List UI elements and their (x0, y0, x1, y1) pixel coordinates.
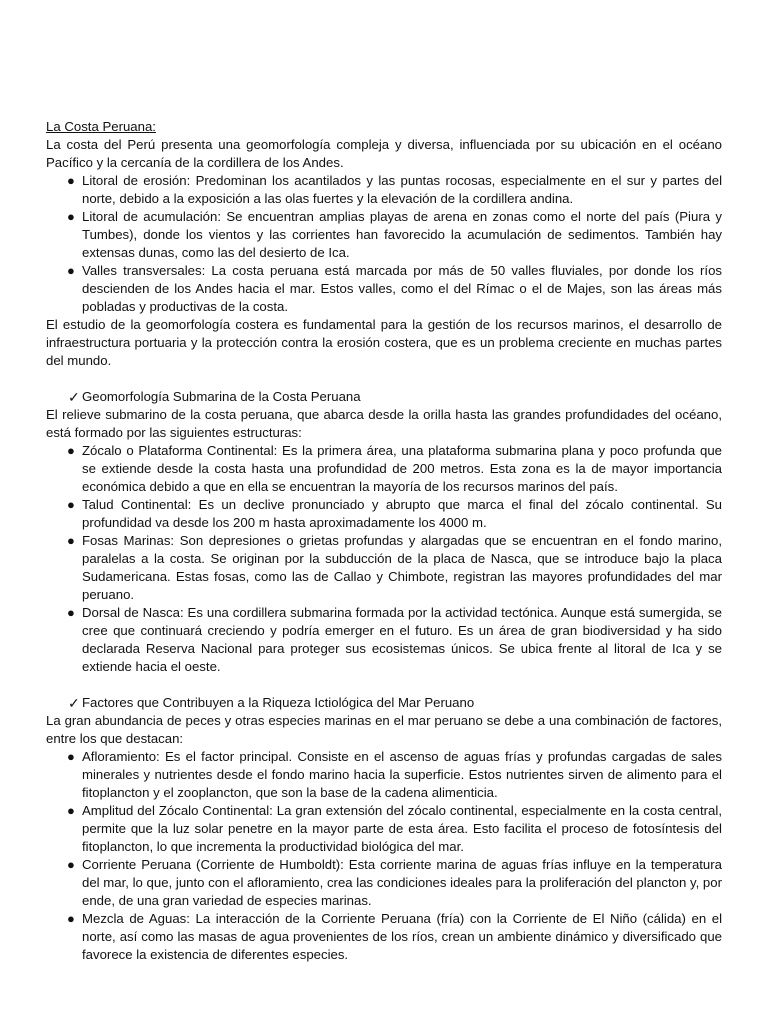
list-item: ● Corriente Peruana (Corriente de Humboldt): Esta corriente marina de aguas frías influye en la temperatura del mar, lo que, junto con el afloramiento, crea las condiciones ideales para la proliferación del plancton y, por ende, de una gran variedad de especies marinas. (67, 857, 722, 908)
bullet-icon: ● (67, 533, 75, 548)
document-page (46, 118, 722, 964)
list-item: ● Litoral de erosión: Predominan los acantilados y las puntas rocosas, especialmente en el sur y partes del norte, debido a la exposición a las olas fuertes y la elevación de la cordillera andina. (67, 173, 722, 206)
bullet-icon: ● (67, 263, 75, 278)
bullet-icon: ● (67, 749, 75, 764)
list-item: ● Mezcla de Aguas: La interacción de la Corriente Peruana (fría) con la Corriente de El Niño (cálida) en el norte, así como las masas de agua provenientes de los ríos, crean un ambiente dinámico y diversificado que favorece la existencia de diferentes especies. (67, 911, 722, 962)
checkmark-icon: ✓ (68, 389, 80, 405)
bullet-icon: ● (67, 857, 75, 872)
list-item: ● Talud Continental: Es un declive pronunciado y abrupto que marca el final del zócalo continental. Su profundidad va desde los 200 m hasta aproximadamente los 4000 m. (67, 497, 722, 530)
list-item: ● Valles transversales: La costa peruana está marcada por más de 50 valles fluviales, por donde los ríos descienden de los Andes hacia el mar. Estos valles, como el del Rímac o el de Majes, son las áreas más pobladas y productivas de la costa. (67, 263, 722, 314)
section-heading-geomorfologia-submarina: ✓ Geomorfología Submarina de la Costa Peruana (68, 389, 361, 405)
list-item: ● Zócalo o Plataforma Continental: Es la primera área, una plataforma submarina plana y poco profunda que se extiende desde la costa hasta una profundidad de 200 metros. Esta zona es la de mayor importancia económica debido a que en ella se encuentran la mayoría de los recursos marinos del país. (67, 443, 722, 494)
bullet-icon: ● (67, 803, 75, 818)
bullet-icon: ● (67, 911, 75, 926)
bullet-icon: ● (67, 605, 75, 620)
section-title-costa-peruana: La Costa Peruana: (46, 119, 156, 134)
section-intro-paragraph: La costa del Perú presenta una geomorfología compleja y diversa, influenciada por su ubicación en el océano Pacífico y la cercanía de la cordillera de los Andes. (46, 137, 722, 170)
checkmark-icon: ✓ (68, 695, 80, 711)
coast-types-list (46, 172, 722, 316)
list-item: ● Afloramiento: Es el factor principal. Consiste en el ascenso de aguas frías y profundas cargadas de sales minerales y nutrientes desde el fondo marino hacia la superficie. Estos nutrientes sirven de alimento para el fitoplancton y el zooplancton, que son la base de la cadena alimenticia. (67, 749, 722, 800)
list-item: ● Litoral de acumulación: Se encuentran amplias playas de arena en zonas como el norte del país (Piura y Tumbes), donde los vientos y las corrientes han favorecido la acumulación de sedimentos. También hay extensas dunas, como las del desierto de Ica. (67, 209, 722, 260)
bullet-icon: ● (67, 173, 75, 188)
bullet-icon: ● (67, 443, 75, 458)
closing-paragraph: El estudio de la geomorfología costera es fundamental para la gestión de los recursos marinos, el desarrollo de infraestructura portuaria y la protección contra la erosión costera, que es un problema creciente en muchas partes del mundo. (46, 317, 722, 368)
submarine-structures-list (46, 442, 722, 676)
bullet-icon: ● (67, 497, 75, 512)
submarine-intro-paragraph: El relieve submarino de la costa peruana, que abarca desde la orilla hasta las grandes profundidades del océano, está formado por las siguientes estructuras: (46, 407, 722, 440)
list-item: ● Fosas Marinas: Son depresiones o grietas profundas y alargadas que se encuentran en el fondo marino, paralelas a la costa. Se originan por la subducción de la placa de Nasca, que se introduce bajo la placa Sudamericana. Estas fosas, como las de Callao y Chimbote, registran las mayores profundidades del mar peruano. (67, 533, 722, 602)
section-heading-factores: ✓ Factores que Contribuyen a la Riqueza Ictiológica del Mar Peruano (68, 695, 475, 711)
bullet-icon: ● (67, 209, 75, 224)
list-item: ● Dorsal de Nasca: Es una cordillera submarina formada por la actividad tectónica. Aunque está sumergida, se cree que continuará creciendo y podría emerger en el futuro. Es un área de gran biodiversidad y ha sido declarada Reserva Nacional para proteger sus ecosistemas únicos. Se ubica frente al litoral de Ica y se extiende hacia el oeste. (67, 605, 722, 674)
factors-list (46, 748, 722, 964)
list-item: ● Amplitud del Zócalo Continental: La gran extensión del zócalo continental, especialmente en la costa central, permite que la luz solar penetre en la mayor parte de esta área. Esto facilita el proceso de fotosíntesis del fitoplancton, lo que incrementa la productividad biológica del mar. (67, 803, 722, 854)
factors-intro-paragraph: La gran abundancia de peces y otras especies marinas en el mar peruano se debe a una combinación de factores, entre los que destacan: (46, 713, 722, 746)
